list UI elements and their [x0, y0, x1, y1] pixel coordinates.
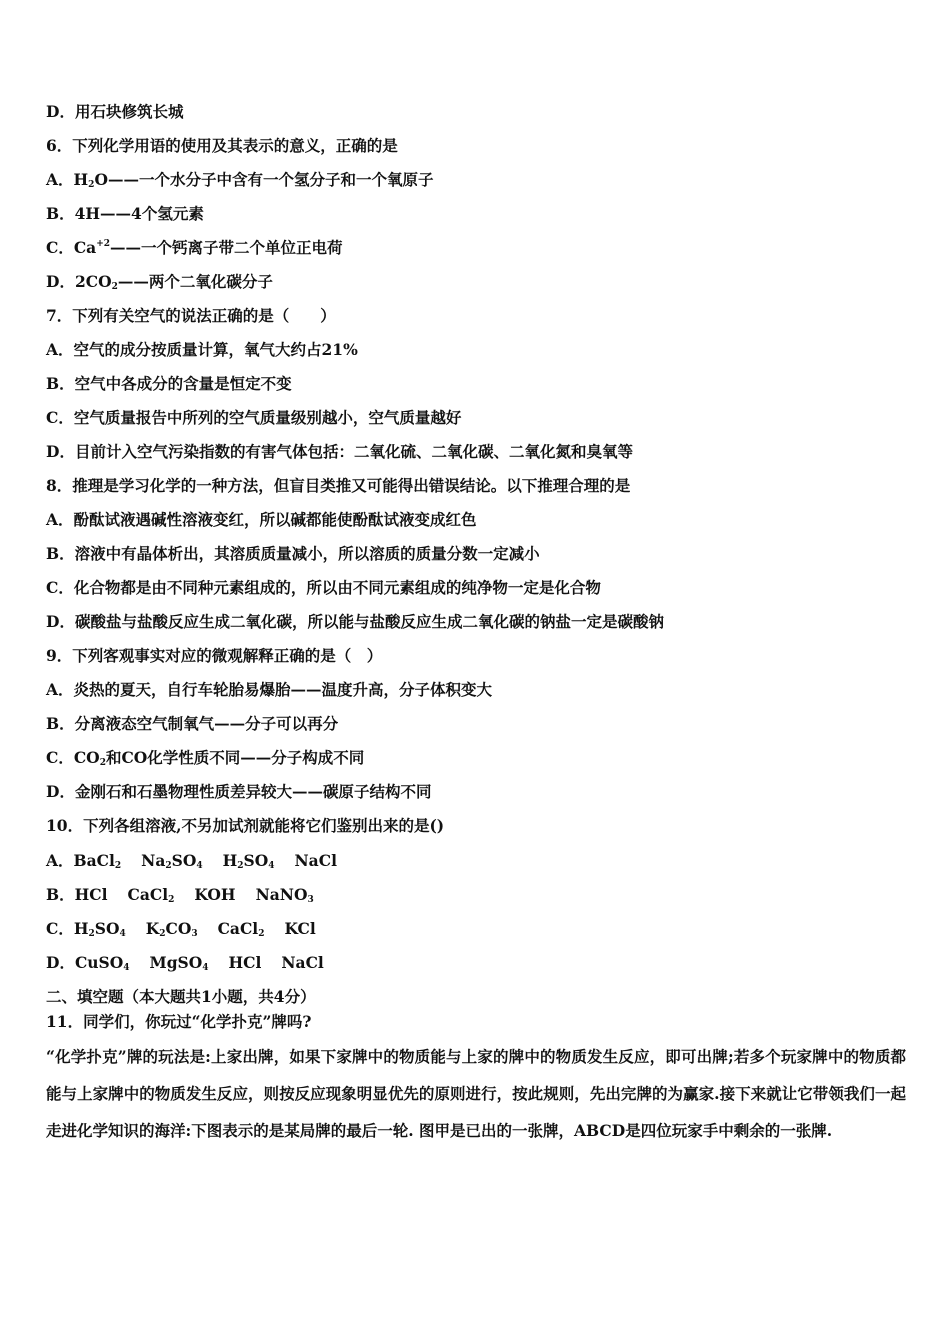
q9-stem: 9．下列客观事实对应的微观解释正确的是（ ） [46, 646, 383, 665]
q9-option-a: A．炎热的夏天，自行车轮胎易爆胎——温度升高，分子体积变大 [46, 680, 493, 699]
q7-option-d: D．目前计入空气污染指数的有害气体包括：二氧化硫、二氧化碳、二氧化氮和臭氧等 [46, 442, 633, 461]
q10-option-c: C．$H_2SO_4$ $K_2CO_3$ CaCl$_2$ KCl [46, 919, 316, 939]
q8-option-a: A．酚酞试液遇碱性溶液变红，所以碱都能使酚酞试液变成红色 [46, 510, 477, 529]
q8-option-b: B．溶液中有晶体析出，其溶质质量减小，所以溶质的质量分数一定减小 [46, 544, 540, 563]
section-heading: 二、填空题（本大题共1小题，共4分） [46, 987, 316, 1006]
q11-stem: 11．同学们，你玩过“化学扑克”牌吗? [46, 1012, 312, 1031]
q8-option-d: D．碳酸盐与盐酸反应生成二氧化碳，所以能与盐酸反应生成二氧化碳的钠盐一定是碳酸钠 [46, 612, 664, 631]
q10-option-d: D．CuSO$_4$ MgSO$_4$ HCl NaCl [46, 953, 324, 973]
q9-option-d: D．金刚石和石墨物理性质差异较大——碳原子结构不同 [46, 782, 432, 801]
q6-option-a: A．$H_2O——$一个水分子中含有一个氢分子和一个氧原子 [46, 170, 434, 190]
q10-stem: 10．下列各组溶液,不另加试剂就能将它们鉴别出来的是() [46, 816, 445, 835]
q8-option-c: C．化合物都是由不同种元素组成的，所以由不同元素组成的纯净物一定是化合物 [46, 578, 601, 597]
q7-option-a: A．空气的成分按质量计算，氧气大约占21% [46, 340, 358, 359]
q7-option-b: B．空气中各成分的含量是恒定不变 [46, 374, 292, 393]
q7-stem: 7．下列有关空气的说法正确的是（ ） [46, 306, 336, 325]
q6-option-c: C．$Ca^{+2}——$一个钙离子带二个单位正电荷 [46, 238, 343, 257]
q6-option-d: D．$2CO_2——$两个二氧化碳分子 [46, 272, 273, 292]
q6-stem: 6．下列化学用语的使用及其表示的意义，正确的是 [46, 136, 398, 155]
q8-stem: 8．推理是学习化学的一种方法，但盲目类推又可能得出错误结论。以下推理合理的是 [46, 476, 631, 495]
q9-option-b: B．分离液态空气制氧气——分子可以再分 [46, 714, 339, 733]
q7-option-c: C．空气质量报告中所列的空气质量级别越小，空气质量越好 [46, 408, 462, 427]
q9-option-c: C．$CO_2$和CO化学性质不同——分子构成不同 [46, 748, 365, 768]
q6-option-b: B．4H——4个氢元素 [46, 204, 204, 223]
q10-option-b: B．HCl CaCl$_2$ KOH NaNO$_3$ [46, 885, 314, 905]
q11-body: “化学扑克”牌的玩法是:上家出牌，如果下家牌中的物质能与上家的牌中的物质发生反应，即可出牌;若多个玩家牌中的物质都能与上家牌中的物质发生反应，则按反应现象明显优先的原则进行，按此规则，先出完牌的为赢家.接下来就让它带领我们一起走进化学知识的海洋:下图表示的是某局牌的最后一轮. 图甲是已出的一张牌，ABCD是四位玩家手中剩余的一张牌. [46, 1047, 906, 1140]
q10-option-a: A．BaCl$_2$ $Na_2SO_4$ $H_2SO_4$ NaCl [46, 851, 337, 871]
q5-option-d: D．用石块修筑长城 [46, 102, 184, 121]
